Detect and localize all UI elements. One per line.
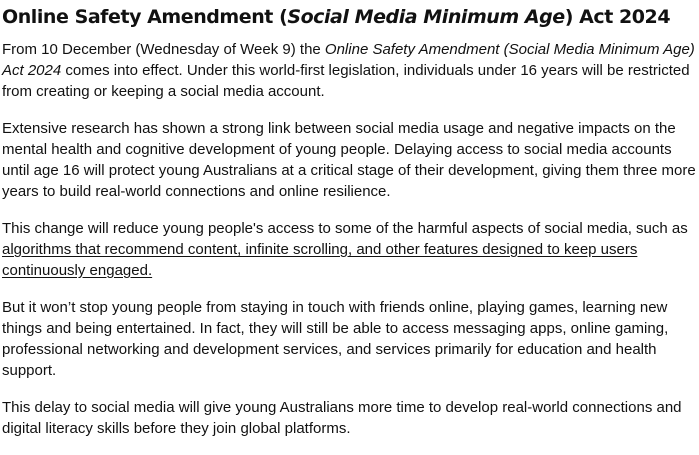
paragraph-conclusion: This delay to social media will give young Australians more time to develop real-world connections and digital literacy skills before they join global platforms. bbox=[2, 399, 682, 437]
page-title bbox=[2, 4, 697, 30]
title-italic: Social Media Minimum Age bbox=[287, 6, 565, 28]
title-part-1: Online Safety Amendment ( bbox=[2, 6, 288, 28]
p1-after: comes into effect. Under this world-first legislation, individuals under 16 years will be restricted from creating or keeping a social media account. bbox=[2, 62, 690, 100]
paragraph-still-allowed: But it won’t stop young people from staying in touch with friends online, playing games, learning new things and being entertained. In fact, they will still be able to access messaging apps, online gaming, professional networking and development services, and services primarily for education and health support. bbox=[2, 299, 669, 379]
paragraph-harmful-aspects bbox=[2, 218, 697, 281]
title-part-2: ) Act 2024 bbox=[564, 6, 671, 28]
harmful-features-link[interactable]: algorithms that recommend content, infinite scrolling, and other features designed to keep users continuously engaged. bbox=[2, 241, 638, 279]
document-body bbox=[2, 4, 697, 455]
paragraph-research: Extensive research has shown a strong link between social media usage and negative impacts on the mental health and cognitive development of young people. Delaying access to social media accounts until age 16 will protect young Australians at a critical stage of their development, giving them three more years to build real-world connections and online resilience. bbox=[2, 120, 696, 200]
p1-act-name: Online Safety Amendment (Social Media Minimum Age) Act 2024 bbox=[2, 41, 695, 79]
p1-before: From 10 December (Wednesday of Week 9) the bbox=[2, 41, 325, 58]
p3-before: This change will reduce young people's access to some of the harmful aspects of social media, such as bbox=[2, 220, 688, 237]
paragraph-effective-date bbox=[2, 39, 697, 102]
